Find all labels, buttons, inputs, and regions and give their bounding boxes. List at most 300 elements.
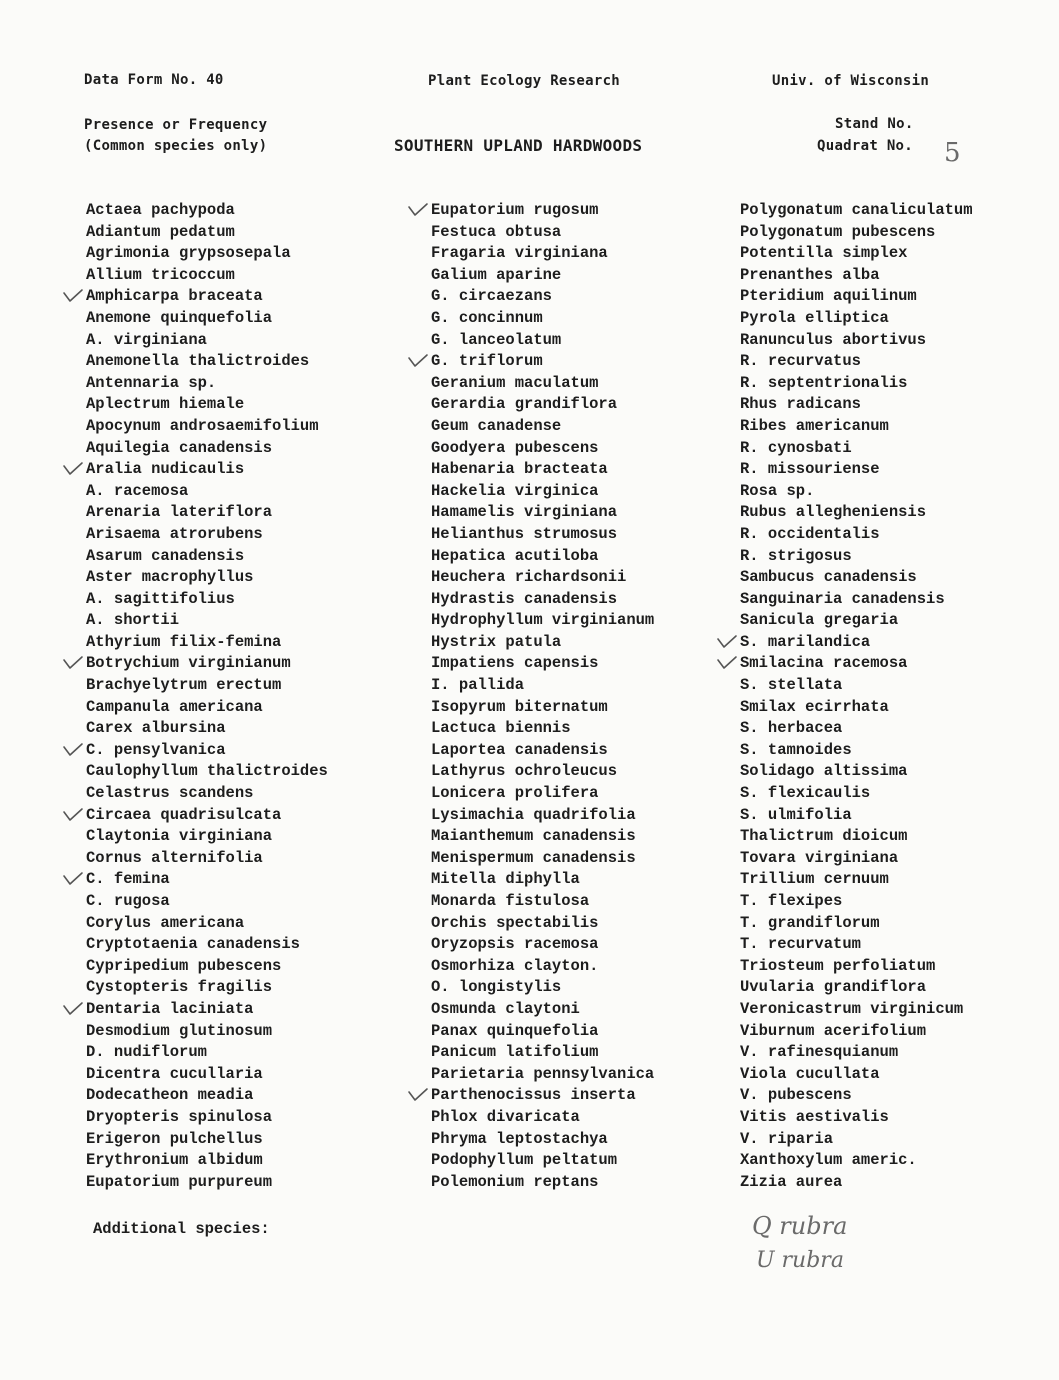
- species-item: [86, 740, 328, 762]
- species-item: [740, 826, 973, 848]
- species-name: Dentaria laciniata: [86, 999, 254, 1018]
- species-item: [740, 653, 973, 675]
- species-item: [86, 956, 328, 978]
- species-name: Polygonatum canaliculatum: [740, 201, 973, 219]
- species-item: [86, 265, 328, 287]
- species-item: [86, 848, 328, 870]
- species-name: Eupatorium purpureum: [86, 1172, 273, 1191]
- species-item: [431, 740, 654, 762]
- checkmark-icon: [407, 1086, 429, 1104]
- species-item: [86, 610, 328, 632]
- species-item: [86, 394, 328, 416]
- species-item: [86, 459, 328, 481]
- species-name: Menispermum canadensis: [431, 848, 636, 867]
- species-name: V. riparia: [740, 1129, 834, 1148]
- species-item: [431, 1021, 654, 1043]
- species-name: Anemonella thalictroides: [86, 352, 310, 371]
- species-name: S. stellata: [740, 676, 843, 695]
- species-item: [86, 718, 328, 740]
- species-item: [431, 913, 654, 935]
- species-name: Panax quinquefolia: [431, 1021, 599, 1040]
- species-item: [86, 653, 328, 675]
- species-name: Aralia nudicaulis: [86, 460, 245, 479]
- species-item: [431, 265, 654, 287]
- stand-number-label: Stand No.: [835, 116, 914, 132]
- university: Univ. of Wisconsin: [772, 73, 930, 89]
- species-item: [86, 826, 328, 848]
- species-name: Triosteum perfoliatum: [740, 956, 936, 975]
- species-name: Geranium maculatum: [431, 373, 599, 392]
- species-name: Zizia aurea: [740, 1172, 843, 1191]
- species-item: [431, 999, 654, 1021]
- species-item: [86, 222, 328, 244]
- species-name: Asarum canadensis: [86, 546, 245, 565]
- species-name: A. shortii: [86, 611, 180, 630]
- species-item: [431, 373, 654, 395]
- species-name: Laportea canadensis: [431, 740, 608, 759]
- species-item: [740, 718, 973, 740]
- species-item: [740, 438, 973, 460]
- species-item: [740, 740, 973, 762]
- species-item: [740, 351, 973, 373]
- species-name: Arenaria lateriflora: [86, 503, 273, 522]
- species-name: Brachyelytrum erectum: [86, 676, 282, 695]
- species-item: [86, 869, 328, 891]
- species-name: G. circaezans: [431, 287, 552, 306]
- species-item: [86, 589, 328, 611]
- quadrat-number-value: 5: [944, 138, 961, 168]
- species-name: Galium aparine: [431, 265, 562, 284]
- species-name: S. marilandica: [740, 632, 871, 651]
- species-name: Apocynum androsaemifolium: [86, 416, 319, 435]
- species-item: [431, 891, 654, 913]
- species-name: Caulophyllum thalictroides: [86, 762, 328, 781]
- species-item: [740, 546, 973, 568]
- species-name: Pyrola elliptica: [740, 308, 889, 327]
- species-item: [86, 697, 328, 719]
- species-item: [86, 373, 328, 395]
- species-item: [740, 1172, 973, 1194]
- species-name: Rosa sp.: [740, 481, 815, 500]
- species-name: Prenanthes alba: [740, 265, 880, 284]
- species-name: Amphicarpa braceata: [86, 287, 263, 306]
- species-item: [740, 632, 973, 654]
- species-item: [431, 1085, 654, 1107]
- species-item: [86, 308, 328, 330]
- species-item: [740, 891, 973, 913]
- species-item: [86, 546, 328, 568]
- species-item: [740, 675, 973, 697]
- species-item: [431, 653, 654, 675]
- species-name: Viburnum acerifolium: [740, 1021, 927, 1040]
- checkmark-icon: [62, 287, 84, 305]
- checkmark-icon: [62, 460, 84, 478]
- checkmark-icon: [716, 654, 738, 672]
- species-name: Fragaria virginiana: [431, 244, 608, 263]
- species-name: Actaea pachypoda: [86, 201, 235, 219]
- species-name: R. occidentalis: [740, 524, 880, 543]
- species-item: [86, 1172, 328, 1194]
- species-item: [86, 200, 328, 222]
- species-name: G. triflorum: [431, 352, 543, 371]
- species-name: Circaea quadrisulcata: [86, 805, 282, 824]
- species-column-1: [86, 200, 328, 1193]
- species-name: Hydrastis canadensis: [431, 589, 618, 608]
- species-item: [86, 1107, 328, 1129]
- checkmark-icon: [62, 1000, 84, 1018]
- species-name: Thalictrum dioicum: [740, 827, 908, 846]
- species-name: Viola cucullata: [740, 1064, 880, 1083]
- species-name: Podophyllum peltatum: [431, 1151, 618, 1170]
- species-name: Parietaria pennsylvanica: [431, 1064, 655, 1083]
- species-name: Polygonatum pubescens: [740, 222, 936, 241]
- species-item: [740, 286, 973, 308]
- presence-label: Presence or Frequency: [84, 117, 268, 133]
- species-name: Antennaria sp.: [86, 373, 217, 392]
- species-name: A. virginiana: [86, 330, 207, 349]
- form-number: Data Form No. 40: [84, 72, 224, 88]
- species-item: [740, 394, 973, 416]
- species-item: [431, 200, 654, 222]
- species-name: Athyrium filix-femina: [86, 632, 282, 651]
- species-name: V. pubescens: [740, 1086, 852, 1105]
- page-title: SOUTHERN UPLAND HARDWOODS: [394, 136, 643, 155]
- species-item: [86, 481, 328, 503]
- species-name: Trillium cernuum: [740, 870, 889, 889]
- species-name: Monarda fistulosa: [431, 892, 590, 910]
- species-item: [431, 1042, 654, 1064]
- species-name: Ranunculus abortivus: [740, 330, 927, 349]
- species-item: [431, 438, 654, 460]
- species-item: [431, 783, 654, 805]
- species-name: Dryopteris spinulosa: [86, 1107, 273, 1126]
- species-name: S. flexicaulis: [740, 784, 871, 803]
- species-name: Erigeron pulchellus: [86, 1129, 263, 1148]
- species-item: [86, 632, 328, 654]
- species-item: [740, 761, 973, 783]
- species-item: [86, 675, 328, 697]
- species-item: [740, 265, 973, 287]
- species-item: [431, 351, 654, 373]
- species-item: [431, 286, 654, 308]
- species-item: [431, 330, 654, 352]
- species-name: O. longistylis: [431, 978, 562, 997]
- species-name: Orchis spectabilis: [431, 913, 599, 932]
- species-name: R. cynosbati: [740, 438, 852, 457]
- common-species-note: (Common species only): [84, 138, 268, 154]
- species-name: Vitis aestivalis: [740, 1107, 889, 1126]
- species-name: Mitella diphylla: [431, 870, 580, 889]
- additional-species-label: Additional species:: [93, 1220, 270, 1238]
- species-item: [86, 502, 328, 524]
- species-name: Heuchera richardsonii: [431, 568, 627, 587]
- species-name: Polemonium reptans: [431, 1172, 599, 1191]
- species-item: [431, 805, 654, 827]
- species-name: Smilacina racemosa: [740, 654, 908, 673]
- species-item: [740, 934, 973, 956]
- species-name: Adiantum pedatum: [86, 222, 235, 241]
- species-item: [740, 848, 973, 870]
- species-name: Tovara virginiana: [740, 848, 899, 867]
- species-name: Anemone quinquefolia: [86, 308, 273, 327]
- species-name: Potentilla simplex: [740, 244, 908, 263]
- species-name: Hepatica acutiloba: [431, 546, 599, 565]
- species-name: Hackelia virginica: [431, 481, 599, 500]
- species-item: [431, 243, 654, 265]
- species-name: Cornus alternifolia: [86, 848, 263, 867]
- species-name: S. ulmifolia: [740, 805, 852, 824]
- species-item: [86, 524, 328, 546]
- species-item: [86, 243, 328, 265]
- species-name: Festuca obtusa: [431, 222, 562, 241]
- checkmark-icon: [407, 352, 429, 370]
- species-item: [431, 459, 654, 481]
- species-item: [431, 1150, 654, 1172]
- species-name: R. strigosus: [740, 546, 852, 565]
- species-name: Dodecatheon meadia: [86, 1086, 254, 1105]
- species-name: R. septentrionalis: [740, 373, 908, 392]
- species-item: [86, 934, 328, 956]
- species-name: Allium tricoccum: [86, 265, 235, 284]
- quadrat-number-label: Quadrat No.: [817, 138, 914, 154]
- species-item: [431, 1129, 654, 1151]
- species-item: [86, 1042, 328, 1064]
- species-name: Osmorhiza clayton.: [431, 956, 599, 975]
- species-name: R. missouriense: [740, 460, 880, 479]
- species-item: [86, 438, 328, 460]
- species-name: Aplectrum hiemale: [86, 395, 245, 414]
- species-name: C. pensylvanica: [86, 740, 226, 759]
- species-item: [740, 567, 973, 589]
- species-name: Veronicastrum virginicum: [740, 999, 964, 1018]
- species-item: [740, 308, 973, 330]
- species-name: Lathyrus ochroleucus: [431, 762, 618, 781]
- species-item: [431, 934, 654, 956]
- species-name: Arisaema atrorubens: [86, 524, 263, 543]
- species-item: [740, 805, 973, 827]
- species-name: Sanicula gregaria: [740, 611, 899, 630]
- species-item: [740, 1064, 973, 1086]
- species-item: [740, 783, 973, 805]
- checkmark-icon: [62, 870, 84, 888]
- species-item: [86, 1021, 328, 1043]
- species-item: [431, 481, 654, 503]
- species-item: [86, 999, 328, 1021]
- species-name: Dicentra cucullaria: [86, 1064, 263, 1083]
- species-column-3: [740, 200, 973, 1193]
- species-name: Smilax ecirrhata: [740, 697, 889, 716]
- species-name: Hystrix patula: [431, 632, 562, 651]
- species-name: Ribes americanum: [740, 416, 889, 435]
- species-item: [86, 1064, 328, 1086]
- species-name: Goodyera pubescens: [431, 438, 599, 457]
- species-name: Helianthus strumosus: [431, 524, 618, 543]
- species-name: Hydrophyllum virginianum: [431, 611, 655, 630]
- checkmark-icon: [62, 654, 84, 672]
- checkmark-icon: [407, 201, 429, 219]
- species-name: Solidago altissima: [740, 762, 908, 781]
- species-item: [740, 243, 973, 265]
- species-name: I. pallida: [431, 676, 525, 695]
- species-name: T. flexipes: [740, 892, 843, 910]
- species-name: Cystopteris fragilis: [86, 978, 273, 997]
- organization: Plant Ecology Research: [428, 73, 621, 89]
- species-name: Parthenocissus inserta: [431, 1086, 636, 1105]
- species-item: [431, 675, 654, 697]
- species-name: Campanula americana: [86, 697, 263, 716]
- species-item: [740, 1129, 973, 1151]
- species-name: C. rugosa: [86, 892, 170, 910]
- species-item: [740, 222, 973, 244]
- species-item: [431, 1172, 654, 1194]
- species-name: T. recurvatum: [740, 935, 861, 954]
- species-item: [431, 416, 654, 438]
- species-item: [86, 977, 328, 999]
- species-item: [431, 869, 654, 891]
- species-item: [740, 1107, 973, 1129]
- species-name: Geum canadense: [431, 416, 562, 435]
- species-name: Rubus allegheniensis: [740, 503, 927, 522]
- species-item: [740, 416, 973, 438]
- species-item: [86, 1129, 328, 1151]
- species-name: Agrimonia grypsosepala: [86, 244, 291, 263]
- species-item: [740, 330, 973, 352]
- species-item: [740, 1021, 973, 1043]
- species-name: Cryptotaenia canadensis: [86, 935, 300, 954]
- species-item: [740, 913, 973, 935]
- species-name: C. femina: [86, 870, 170, 889]
- species-name: Isopyrum biternatum: [431, 697, 608, 716]
- species-name: V. rafinesquianum: [740, 1043, 899, 1062]
- species-name: S. herbacea: [740, 719, 843, 738]
- species-name: D. nudiflorum: [86, 1043, 207, 1062]
- species-item: [740, 502, 973, 524]
- species-item: [431, 308, 654, 330]
- species-name: Hamamelis virginiana: [431, 503, 618, 522]
- species-item: [431, 567, 654, 589]
- species-item: [86, 416, 328, 438]
- species-name: Rhus radicans: [740, 395, 861, 414]
- species-name: Phryma leptostachya: [431, 1129, 608, 1148]
- species-item: [431, 222, 654, 244]
- species-item: [86, 1150, 328, 1172]
- species-name: A. racemosa: [86, 481, 189, 500]
- species-name: Maianthemum canadensis: [431, 827, 636, 846]
- species-name: Corylus americana: [86, 913, 245, 932]
- species-name: Carex albursina: [86, 719, 226, 738]
- species-item: [431, 697, 654, 719]
- species-item: [431, 610, 654, 632]
- species-item: [740, 200, 973, 222]
- species-item: [431, 1107, 654, 1129]
- species-name: Osmunda claytoni: [431, 999, 580, 1018]
- checkmark-icon: [62, 741, 84, 759]
- species-item: [86, 1085, 328, 1107]
- species-name: Desmodium glutinosum: [86, 1021, 273, 1040]
- species-name: Phlox divaricata: [431, 1107, 580, 1126]
- species-item: [740, 589, 973, 611]
- species-item: [86, 761, 328, 783]
- species-name: Aster macrophyllus: [86, 568, 254, 587]
- species-name: Botrychium virginianum: [86, 654, 291, 673]
- species-name: Cypripedium pubescens: [86, 956, 282, 975]
- species-item: [431, 718, 654, 740]
- species-item: [431, 524, 654, 546]
- species-item: [431, 1064, 654, 1086]
- species-name: R. recurvatus: [740, 352, 861, 371]
- species-name: Lysimachia quadrifolia: [431, 805, 636, 824]
- species-item: [431, 761, 654, 783]
- checkmark-icon: [716, 633, 738, 651]
- species-item: [740, 869, 973, 891]
- species-item: [740, 1042, 973, 1064]
- species-item: [431, 394, 654, 416]
- species-item: [740, 1085, 973, 1107]
- species-item: [740, 999, 973, 1021]
- species-item: [86, 783, 328, 805]
- species-item: [86, 286, 328, 308]
- species-name: Uvularia grandiflora: [740, 978, 927, 997]
- species-item: [740, 373, 973, 395]
- species-name: Erythronium albidum: [86, 1151, 263, 1170]
- species-item: [431, 826, 654, 848]
- species-name: Claytonia virginiana: [86, 827, 273, 846]
- species-name: Aquilegia canadensis: [86, 438, 273, 457]
- species-item: [740, 459, 973, 481]
- species-item: [431, 502, 654, 524]
- species-item: [431, 589, 654, 611]
- species-name: Oryzopsis racemosa: [431, 935, 599, 954]
- species-item: [431, 632, 654, 654]
- species-name: A. sagittifolius: [86, 589, 235, 608]
- species-name: Sambucus canadensis: [740, 568, 917, 587]
- species-item: [86, 330, 328, 352]
- species-name: Pteridium aquilinum: [740, 287, 917, 306]
- checkmark-icon: [62, 806, 84, 824]
- species-item: [86, 913, 328, 935]
- species-item: [740, 697, 973, 719]
- species-name: G. lanceolatum: [431, 330, 562, 349]
- species-name: T. grandiflorum: [740, 913, 880, 932]
- species-item: [740, 956, 973, 978]
- species-item: [740, 977, 973, 999]
- species-name: Impatiens capensis: [431, 654, 599, 673]
- species-item: [86, 351, 328, 373]
- species-column-2: [431, 200, 654, 1193]
- species-name: Lactuca biennis: [431, 719, 571, 738]
- species-name: S. tamnoides: [740, 740, 852, 759]
- species-name: Xanthoxylum americ.: [740, 1151, 917, 1170]
- species-item: [86, 805, 328, 827]
- species-item: [431, 546, 654, 568]
- species-item: [86, 567, 328, 589]
- species-item: [740, 1150, 973, 1172]
- species-item: [740, 524, 973, 546]
- species-name: Sanguinaria canadensis: [740, 589, 945, 608]
- species-item: [740, 610, 973, 632]
- species-name: Eupatorium rugosum: [431, 201, 599, 219]
- species-name: Celastrus scandens: [86, 784, 254, 803]
- species-name: Gerardia grandiflora: [431, 395, 618, 414]
- species-item: [431, 848, 654, 870]
- species-item: [431, 956, 654, 978]
- handwritten-species-2: U rubra: [756, 1248, 844, 1273]
- species-name: Panicum latifolium: [431, 1043, 599, 1062]
- species-name: Habenaria bracteata: [431, 460, 608, 479]
- species-name: Lonicera prolifera: [431, 784, 599, 803]
- species-item: [431, 977, 654, 999]
- species-item: [740, 481, 973, 503]
